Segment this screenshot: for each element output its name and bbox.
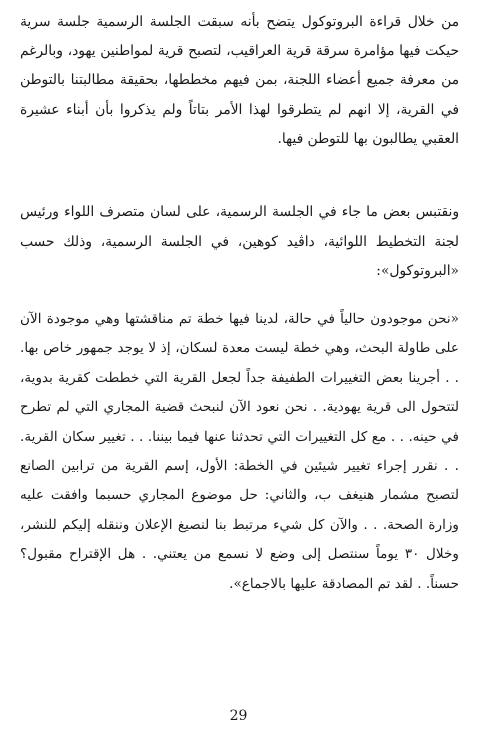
paragraph-quote-intro: ونقتبس بعض ما جاء في الجلسة الرسمية، على لسان متصرف اللواء ورئيس لجنة التخطيط اللوائية، داڤيد كوهين، في الجلسة الرسمية، وذلك حسب «البروتوكول»:: [20, 204, 459, 280]
page-number: 29: [229, 708, 248, 724]
paragraph-quotation: «نحن موجودون حالياً في حالة، لدينا فيها خطة تم مناقشتها وهي موجودة الآن على طاولة البحث، وهي خطة ليست معدة لسكان، إذ لا يوجد جمهور خاص بها. . . أجرينا بعض التغييرات الطفيفة جداً لجعل القرية التي خططت كقرية بدوية، لتتحول الى قرية يهودية. . نحن نعود الآن لنبحث قضية المجاري التي لم تطرح في حينه. . . مع كل التغييرات التي تحدثنا عنها فيما بيننا. . . تغيير سكان القرية. . . نقرر إجراء تغيير شيئين في الخطة: الأول، إسم القرية من ترابين الصانع لتصبح مشمار هنيغف ب، والثاني: حل موضوع المجاري حسبما وافقت عليه وزارة الصحة. . . والآن كل شيء مرتبط بنا لنصيغ الإعلان وننقله إليكم للنشر، وخلال ٣٠ يوماً سنتصل إلى وضع لا نسمع من يعتني. . هل الإقتراح مقبول؟ حسناً. . لقد تم المصادقة عليها بالاجماع».: [20, 311, 459, 592]
paragraph-protocol-intro: من خلال قراءة البروتوكول يتضح بأنه سبقت الجلسة الرسمية جلسة سرية حيكت فيها مؤامرة سرقة قرية العراقيب، لتصبح قرية لمواطنين يهود، وبالرغم من معرفة جميع أعضاء اللجنة، بمن فيهم مخططها، بحقيقة مطالبتنا بالتوطن في القرية، إلا انهم لم يتطرقوا لهذا الأمر بتاتاً ولم يذكروا بأن أبناء عشيرة العقبي يطالبون بها للتوطن فيها.: [20, 14, 459, 147]
